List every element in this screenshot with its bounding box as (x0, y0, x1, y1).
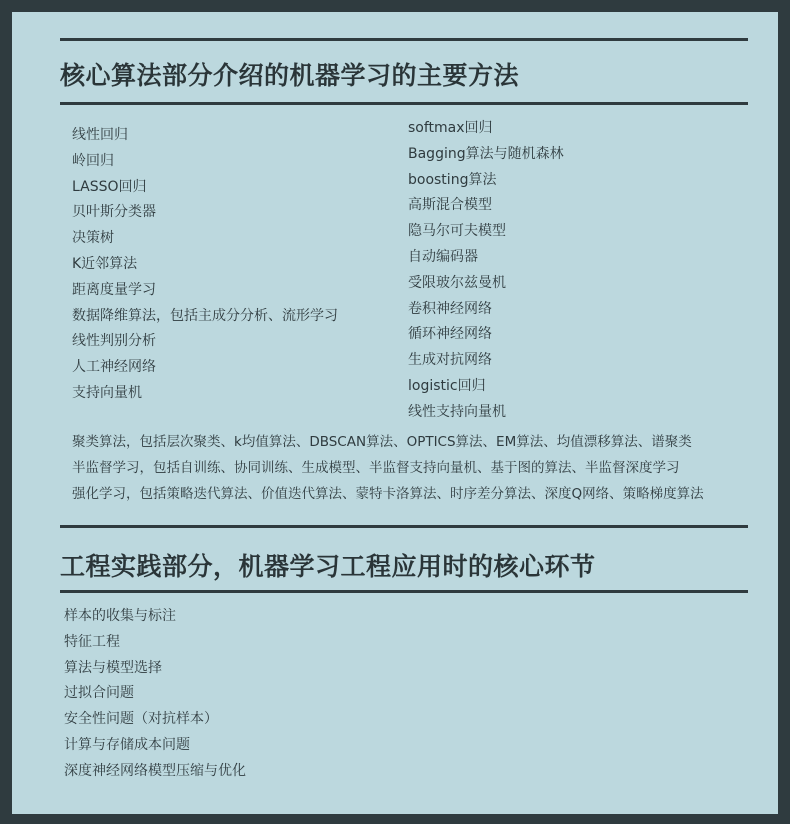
list-item: 计算与存储成本问题 (64, 736, 190, 753)
section1-bottom-rule (60, 102, 748, 105)
list-item: 贝叶斯分类器 (72, 204, 156, 221)
list-item: 受限玻尔兹曼机 (408, 274, 506, 291)
list-item: 距离度量学习 (72, 281, 156, 298)
list-item: 支持向量机 (72, 384, 142, 401)
list-item: 过拟合问题 (64, 685, 134, 702)
list-item: K近邻算法 (72, 255, 138, 272)
section2-title: 工程实践部分，机器学习工程应用时的核心环节 (60, 552, 596, 581)
section1-left-list (72, 123, 338, 407)
list-item: LASSO回归 (72, 178, 147, 195)
list-item: 特征工程 (64, 633, 120, 650)
list-item: 强化学习，包括策略迭代算法、价值迭代算法、蒙特卡洛算法、时序差分算法、深度Q网络、策略梯度算法 (72, 485, 704, 502)
list-item: 线性判别分析 (72, 333, 156, 350)
list-item: 深度神经网络模型压缩与优化 (64, 762, 246, 779)
list-item: 自动编码器 (408, 248, 478, 265)
list-item: 岭回归 (72, 152, 114, 169)
list-item: 线性支持向量机 (408, 403, 506, 420)
section1-right-list (408, 116, 564, 426)
list-item: 线性回归 (72, 127, 128, 143)
list-item: 决策树 (72, 230, 114, 247)
list-item: 安全性问题（对抗样本） (64, 711, 218, 728)
section2-top-rule (60, 525, 748, 528)
list-item: 卷积神经网络 (408, 300, 492, 317)
list-item: 高斯混合模型 (408, 197, 492, 214)
content-panel (12, 12, 778, 814)
section2-bottom-rule (60, 590, 748, 593)
list-item: 数据降维算法，包括主成分分析、流形学习 (72, 307, 338, 324)
list-item: 循环神经网络 (408, 326, 492, 343)
list-item: 样本的收集与标注 (64, 608, 176, 624)
section2-list (64, 604, 246, 785)
list-item: logistic回归 (408, 377, 486, 394)
list-item: 聚类算法，包括层次聚类、k均值算法、DBSCAN算法、OPTICS算法、EM算法、均值漂移算法、谱聚类 (72, 434, 692, 450)
list-item: Bagging算法与随机森林 (408, 145, 564, 162)
list-item: 半监督学习，包括自训练、协同训练、生成模型、半监督支持向量机、基于图的算法、半监督深度学习 (72, 459, 680, 476)
list-item: boosting算法 (408, 171, 497, 188)
section1-title: 核心算法部分介绍的机器学习的主要方法 (60, 61, 520, 90)
section1-wide-list (72, 430, 704, 507)
list-item: 人工神经网络 (72, 359, 156, 376)
list-item: softmax回归 (408, 120, 493, 136)
list-item: 算法与模型选择 (64, 659, 162, 676)
section1-top-rule (60, 38, 748, 41)
list-item: 隐马尔可夫模型 (408, 223, 506, 240)
list-item: 生成对抗网络 (408, 352, 492, 369)
